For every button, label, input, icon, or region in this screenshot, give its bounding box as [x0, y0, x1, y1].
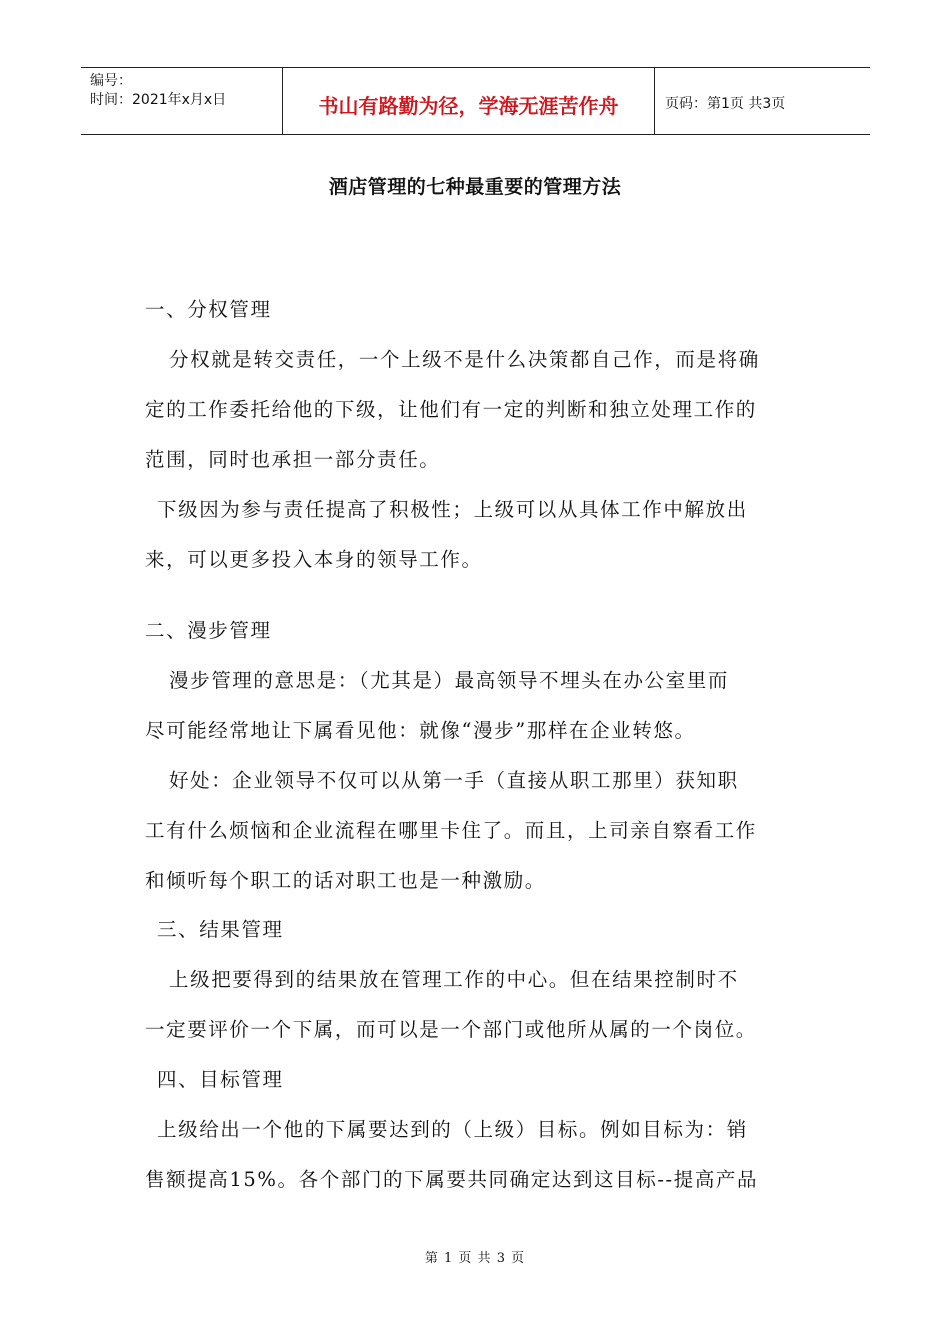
- body-line: 三、结果管理: [157, 918, 284, 941]
- motto-text: 书山有路勤为径，学海无涯苦作舟: [318, 93, 619, 118]
- header-meta-cell: [81, 68, 283, 134]
- page-footer: 第 1 页 共 3 页: [424, 1251, 526, 1266]
- body-line: 范围，同时也承担一部分责任。: [145, 448, 441, 471]
- body-line: 定的工作委托给他的下级，让他们有一定的判断和独立处理工作的: [145, 398, 757, 421]
- page-info: 页码：第1页 共3页: [665, 96, 786, 112]
- header-table: [81, 67, 870, 135]
- header-motto-cell: [283, 68, 655, 134]
- header-page-cell: [655, 68, 870, 134]
- date-label: 时间：2021年x月x日: [90, 92, 227, 108]
- body-line: 上级给出一个他的下属要达到的（上级）目标。例如目标为：销: [157, 1118, 748, 1141]
- number-label: 编号：: [90, 73, 132, 89]
- body-line: 工有什么烦恼和企业流程在哪里卡住了。而且，上司亲自察看工作: [145, 819, 757, 842]
- body-line: 上级把要得到的结果放在管理工作的中心。但在结果控制时不: [169, 968, 739, 991]
- document-title: 酒店管理的七种最重要的管理方法: [328, 176, 622, 198]
- body-line: 来，可以更多投入本身的领导工作。: [145, 548, 483, 571]
- body-line: 售额提高15%。各个部门的下属要共同确定达到这目标--提高产品: [145, 1168, 759, 1191]
- body-line: 尽可能经常地让下属看见他：就像“漫步”那样在企业转悠。: [145, 719, 696, 742]
- body-line: 分权就是转交责任，一个上级不是什么决策都自己作，而是将确: [169, 348, 760, 371]
- body-line: 一、分权管理: [145, 298, 272, 321]
- body-line: 下级因为参与责任提高了积极性；上级可以从具体工作中解放出: [157, 498, 748, 521]
- body-line: 二、漫步管理: [145, 619, 272, 642]
- body-line: 和倾听每个职工的话对职工也是一种激励。: [145, 869, 546, 892]
- body-line: 好处：企业领导不仅可以从第一手（直接从职工那里）获知职: [169, 769, 739, 792]
- body-line: 一定要评价一个下属，而可以是一个部门或他所从属的一个岗位。: [145, 1018, 757, 1041]
- body-line: 漫步管理的意思是：（尤其是）最高领导不埋头在办公室里而: [169, 669, 729, 692]
- body-line: 四、目标管理: [157, 1068, 284, 1091]
